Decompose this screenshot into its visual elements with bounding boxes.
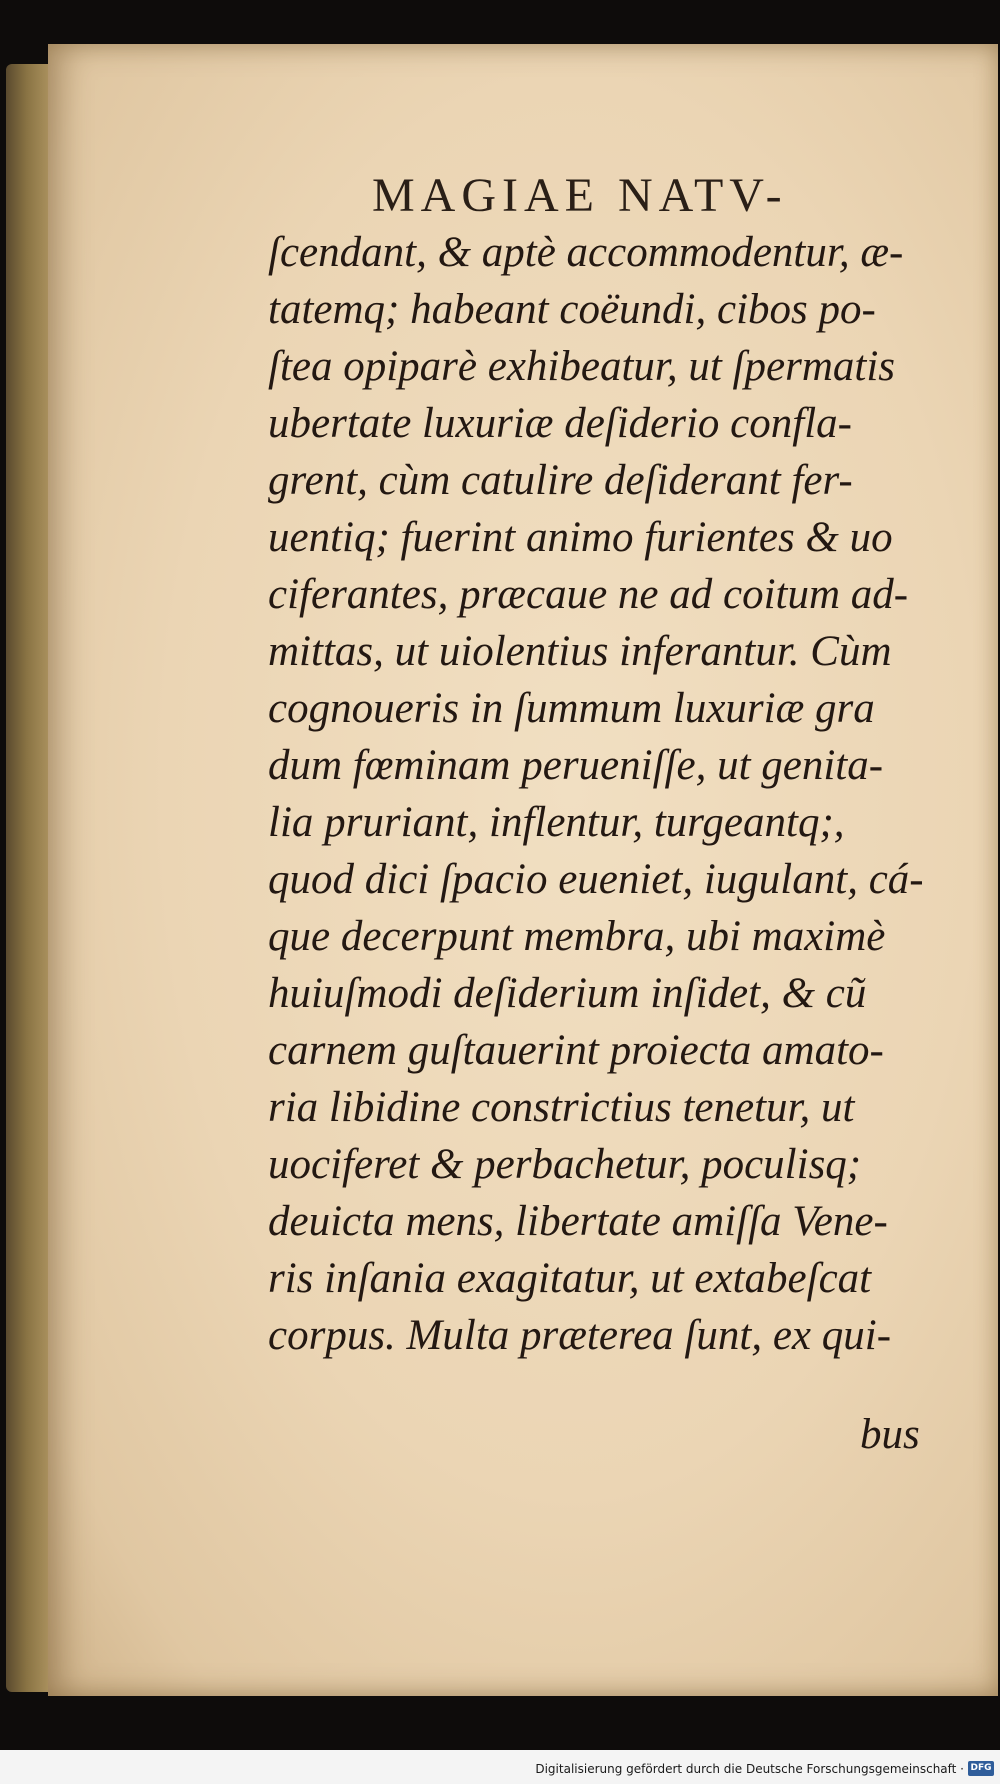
text-line: ria libidine constrictius tenetur, ut: [268, 1084, 855, 1131]
text-line: ris inſania exagitatur, ut extabeſcat: [268, 1255, 872, 1302]
text-line: lia pruriant, inflentur, turgeantq;,: [268, 799, 845, 846]
text-line: carnem guſtauerint proiecta amato-: [268, 1027, 884, 1074]
text-line: tatemq; habeant coëundi, cibos po-: [268, 286, 876, 333]
text-line: corpus. Multa præterea ſunt, ex qui-: [268, 1312, 892, 1359]
text-line: ſtea opiparè exhibeatur, ut ſpermatis: [268, 343, 896, 390]
text-line: grent, cùm catulire deſiderant fer-: [268, 457, 853, 504]
text-line: deuicta mens, libertate amiſſa Vene-: [268, 1198, 888, 1245]
text-line: que decerpunt membra, ubi maximè: [268, 913, 886, 960]
text-line: uentiq; fuerint animo furientes & uo: [268, 514, 893, 561]
text-line: ubertate luxuriæ deſiderio confla-: [268, 400, 852, 447]
text-line: mittas, ut uiolentius inferantur. Cùm: [268, 628, 892, 675]
catchword: bus: [860, 1411, 920, 1458]
running-head: MAGIAE NATV-: [372, 169, 788, 222]
digitization-footer: [0, 1750, 1000, 1784]
text-line: ſcendant, & aptè accommodentur, æ-: [268, 229, 904, 276]
text-line: huiuſmodi deſiderium inſidet, & cũ: [268, 970, 867, 1017]
funding-credit: Digitalisierung gefördert durch die Deutsche Forschungsgemeinschaft ·: [535, 1762, 964, 1776]
text-line: quod dici ſpacio eueniet, iugulant, cá-: [268, 856, 924, 903]
text-line: ciferantes, præcaue ne ad coitum ad-: [268, 571, 909, 618]
text-line: cognoueris in ſummum luxuriæ gra: [268, 685, 875, 732]
text-line: dum fœminam perueniſſe, ut genita-: [268, 742, 884, 789]
text-block: [268, 224, 950, 1364]
dfg-logo: DFG: [968, 1761, 994, 1776]
text-line: uociferet & perbachetur, poculisq;: [268, 1141, 862, 1188]
